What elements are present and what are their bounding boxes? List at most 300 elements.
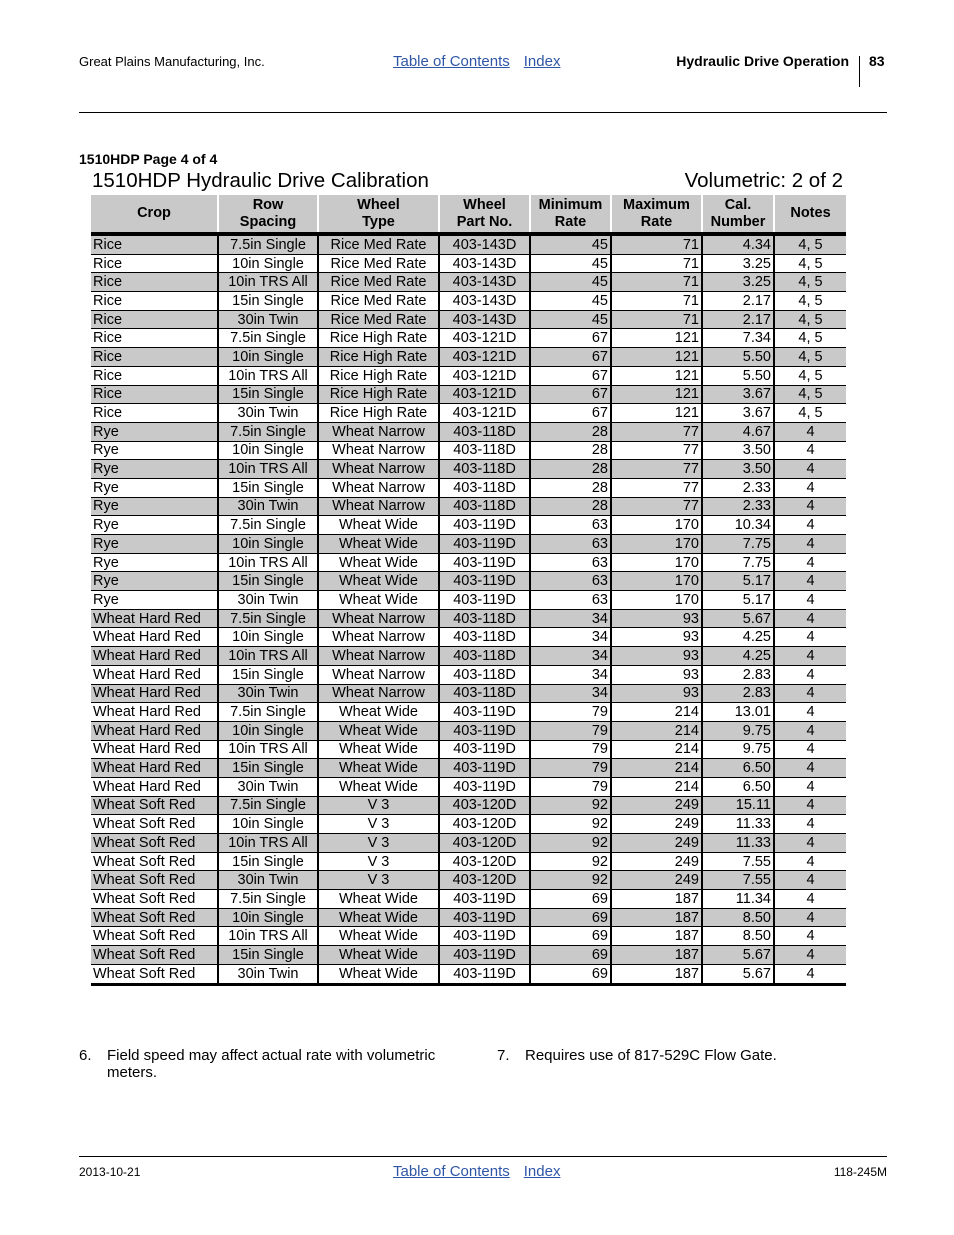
cell-wheel-part-no: 403-118D <box>439 665 530 684</box>
cell-maximum-rate: 170 <box>611 516 702 535</box>
cell-maximum-rate: 71 <box>611 292 702 311</box>
cell-crop: Wheat Soft Red <box>91 964 218 984</box>
cell-wheel-type: Wheat Narrow <box>318 628 439 647</box>
header-divider <box>859 56 860 87</box>
cell-row-spacing: 30in Twin <box>218 591 318 610</box>
cell-minimum-rate: 79 <box>530 777 611 796</box>
cell-maximum-rate: 93 <box>611 665 702 684</box>
table-row <box>91 665 846 684</box>
cell-cal-number: 13.01 <box>702 703 774 722</box>
cell-wheel-part-no: 403-118D <box>439 684 530 703</box>
table-row <box>91 609 846 628</box>
column-header-minimum-rate <box>530 195 611 234</box>
cell-crop: Wheat Soft Red <box>91 871 218 890</box>
table-row <box>91 422 846 441</box>
cell-cal-number: 5.17 <box>702 591 774 610</box>
cell-row-spacing: 10in TRS All <box>218 460 318 479</box>
cell-wheel-type: Rice High Rate <box>318 404 439 423</box>
cell-notes: 4 <box>774 852 846 871</box>
cell-wheel-part-no: 403-119D <box>439 964 530 984</box>
cell-wheel-part-no: 403-119D <box>439 908 530 927</box>
header-rule <box>79 112 887 113</box>
cell-minimum-rate: 34 <box>530 665 611 684</box>
cell-minimum-rate: 28 <box>530 441 611 460</box>
table-row <box>91 591 846 610</box>
cell-wheel-type: Rice High Rate <box>318 385 439 404</box>
cell-wheel-part-no: 403-119D <box>439 591 530 610</box>
cell-wheel-part-no: 403-120D <box>439 796 530 815</box>
cell-maximum-rate: 71 <box>611 273 702 292</box>
cell-minimum-rate: 92 <box>530 796 611 815</box>
cell-wheel-type: V 3 <box>318 852 439 871</box>
cell-cal-number: 9.75 <box>702 721 774 740</box>
table-row <box>91 535 846 554</box>
cell-cal-number: 3.67 <box>702 385 774 404</box>
cell-maximum-rate: 214 <box>611 703 702 722</box>
note-7 <box>497 1047 877 1067</box>
table-row <box>91 684 846 703</box>
cell-minimum-rate: 28 <box>530 478 611 497</box>
cell-notes: 4 <box>774 591 846 610</box>
table-row <box>91 777 846 796</box>
column-header-line: Spacing <box>239 213 297 230</box>
cell-wheel-type: Rice Med Rate <box>318 273 439 292</box>
cell-row-spacing: 7.5in Single <box>218 234 318 254</box>
table-row <box>91 721 846 740</box>
cell-crop: Wheat Soft Red <box>91 890 218 909</box>
cell-cal-number: 3.50 <box>702 441 774 460</box>
cell-minimum-rate: 92 <box>530 815 611 834</box>
cell-crop: Rye <box>91 516 218 535</box>
cell-crop: Rye <box>91 497 218 516</box>
cell-crop: Rice <box>91 292 218 311</box>
column-header-wheel-part-no <box>439 195 530 234</box>
cell-maximum-rate: 77 <box>611 441 702 460</box>
cell-row-spacing: 15in Single <box>218 478 318 497</box>
cell-wheel-part-no: 403-119D <box>439 777 530 796</box>
table-row <box>91 460 846 479</box>
column-header-cal-number <box>702 195 774 234</box>
cell-cal-number: 2.33 <box>702 497 774 516</box>
cell-notes: 4 <box>774 422 846 441</box>
cell-minimum-rate: 79 <box>530 721 611 740</box>
cell-notes: 4, 5 <box>774 273 846 292</box>
column-header-line: Minimum <box>538 196 603 213</box>
cell-wheel-part-no: 403-118D <box>439 497 530 516</box>
cell-cal-number: 2.17 <box>702 310 774 329</box>
cell-wheel-part-no: 403-120D <box>439 834 530 853</box>
page-subheading: 1510HDP Page 4 of 4 <box>79 151 218 167</box>
cell-row-spacing: 30in Twin <box>218 310 318 329</box>
cell-notes: 4 <box>774 964 846 984</box>
cell-wheel-type: V 3 <box>318 815 439 834</box>
cell-wheel-part-no: 403-119D <box>439 721 530 740</box>
cell-wheel-part-no: 403-119D <box>439 535 530 554</box>
table-row <box>91 759 846 778</box>
cell-maximum-rate: 249 <box>611 871 702 890</box>
table-header-row <box>91 195 846 234</box>
cell-wheel-type: Wheat Wide <box>318 553 439 572</box>
cell-wheel-part-no: 403-121D <box>439 329 530 348</box>
table-row <box>91 964 846 984</box>
table-row <box>91 273 846 292</box>
cell-maximum-rate: 77 <box>611 478 702 497</box>
document-number: 118-245M <box>833 1165 887 1179</box>
cell-maximum-rate: 170 <box>611 553 702 572</box>
cell-wheel-type: Wheat Wide <box>318 516 439 535</box>
cell-row-spacing: 30in Twin <box>218 777 318 796</box>
cell-cal-number: 4.25 <box>702 628 774 647</box>
cell-minimum-rate: 92 <box>530 852 611 871</box>
cell-row-spacing: 10in TRS All <box>218 834 318 853</box>
cell-wheel-type: Wheat Narrow <box>318 422 439 441</box>
cell-row-spacing: 10in TRS All <box>218 553 318 572</box>
cell-crop: Rye <box>91 441 218 460</box>
footer-date: 2013-10-21 <box>79 1165 141 1179</box>
cell-crop: Rice <box>91 254 218 273</box>
cell-maximum-rate: 249 <box>611 852 702 871</box>
cell-row-spacing: 10in Single <box>218 908 318 927</box>
cell-crop: Rye <box>91 535 218 554</box>
table-row <box>91 497 846 516</box>
cell-minimum-rate: 45 <box>530 310 611 329</box>
cell-cal-number: 7.75 <box>702 553 774 572</box>
table-row <box>91 927 846 946</box>
cell-crop: Wheat Soft Red <box>91 796 218 815</box>
cell-wheel-type: Wheat Wide <box>318 927 439 946</box>
column-header-line: Maximum <box>623 196 690 213</box>
cell-wheel-type: Wheat Wide <box>318 777 439 796</box>
cell-wheel-type: Wheat Wide <box>318 721 439 740</box>
cell-crop: Wheat Hard Red <box>91 665 218 684</box>
cell-maximum-rate: 71 <box>611 310 702 329</box>
cell-minimum-rate: 67 <box>530 404 611 423</box>
cell-crop: Rye <box>91 591 218 610</box>
cell-wheel-part-no: 403-143D <box>439 254 530 273</box>
cell-row-spacing: 30in Twin <box>218 497 318 516</box>
header-links <box>393 53 560 70</box>
cell-minimum-rate: 67 <box>530 348 611 367</box>
cell-cal-number: 3.50 <box>702 460 774 479</box>
cell-maximum-rate: 187 <box>611 927 702 946</box>
cell-notes: 4 <box>774 740 846 759</box>
table-row <box>91 815 846 834</box>
table-row <box>91 385 846 404</box>
cell-notes: 4 <box>774 834 846 853</box>
table-row <box>91 890 846 909</box>
column-header-crop <box>91 195 218 234</box>
cell-crop: Rye <box>91 422 218 441</box>
table-row <box>91 310 846 329</box>
column-header-line: Type <box>362 213 395 230</box>
cell-crop: Rice <box>91 310 218 329</box>
cell-minimum-rate: 79 <box>530 759 611 778</box>
note-number: 6. <box>79 1047 92 1064</box>
table-row <box>91 254 846 273</box>
cell-row-spacing: 7.5in Single <box>218 890 318 909</box>
table-row <box>91 703 846 722</box>
column-header-line: Part No. <box>456 213 513 230</box>
cell-notes: 4 <box>774 647 846 666</box>
cell-cal-number: 8.50 <box>702 908 774 927</box>
cell-maximum-rate: 77 <box>611 460 702 479</box>
cell-crop: Wheat Hard Red <box>91 647 218 666</box>
table-row <box>91 908 846 927</box>
cell-wheel-part-no: 403-118D <box>439 647 530 666</box>
cell-minimum-rate: 67 <box>530 366 611 385</box>
cell-wheel-type: Wheat Wide <box>318 591 439 610</box>
cell-crop: Rye <box>91 460 218 479</box>
cell-row-spacing: 15in Single <box>218 946 318 965</box>
cell-notes: 4 <box>774 572 846 591</box>
cell-minimum-rate: 28 <box>530 422 611 441</box>
cell-maximum-rate: 170 <box>611 591 702 610</box>
cell-maximum-rate: 187 <box>611 908 702 927</box>
index-link[interactable]: Index <box>523 1163 561 1180</box>
cell-wheel-part-no: 403-143D <box>439 292 530 311</box>
table-body <box>91 234 846 984</box>
cell-minimum-rate: 45 <box>530 273 611 292</box>
cell-wheel-type: V 3 <box>318 871 439 890</box>
column-header-line: Notes <box>790 205 831 221</box>
table-row <box>91 329 846 348</box>
footer-links <box>393 1163 560 1180</box>
cell-notes: 4, 5 <box>774 366 846 385</box>
cell-crop: Rice <box>91 348 218 367</box>
cell-wheel-part-no: 403-120D <box>439 871 530 890</box>
cell-minimum-rate: 92 <box>530 834 611 853</box>
cell-maximum-rate: 93 <box>611 684 702 703</box>
cell-notes: 4, 5 <box>774 292 846 311</box>
cell-wheel-type: Wheat Wide <box>318 946 439 965</box>
cell-wheel-part-no: 403-119D <box>439 890 530 909</box>
cell-crop: Wheat Hard Red <box>91 777 218 796</box>
cell-notes: 4 <box>774 908 846 927</box>
cell-wheel-type: Wheat Narrow <box>318 441 439 460</box>
note-text: Requires use of 817-529C Flow Gate. <box>525 1047 777 1064</box>
cell-wheel-type: Rice Med Rate <box>318 254 439 273</box>
cell-notes: 4 <box>774 759 846 778</box>
cell-crop: Rice <box>91 234 218 254</box>
table-row <box>91 516 846 535</box>
cell-maximum-rate: 170 <box>611 535 702 554</box>
table-row <box>91 572 846 591</box>
cell-crop: Rice <box>91 273 218 292</box>
cell-cal-number: 5.17 <box>702 572 774 591</box>
cell-row-spacing: 10in Single <box>218 535 318 554</box>
cell-wheel-part-no: 403-143D <box>439 310 530 329</box>
cell-maximum-rate: 214 <box>611 759 702 778</box>
cell-notes: 4 <box>774 497 846 516</box>
cell-notes: 4 <box>774 684 846 703</box>
cell-wheel-type: Rice Med Rate <box>318 310 439 329</box>
cell-crop: Rice <box>91 404 218 423</box>
cell-crop: Rice <box>91 366 218 385</box>
cell-maximum-rate: 214 <box>611 721 702 740</box>
cell-cal-number: 5.67 <box>702 609 774 628</box>
cell-crop: Wheat Hard Red <box>91 759 218 778</box>
cell-wheel-part-no: 403-120D <box>439 852 530 871</box>
table-row <box>91 946 846 965</box>
cell-cal-number: 7.55 <box>702 852 774 871</box>
cell-wheel-type: Wheat Wide <box>318 703 439 722</box>
cell-notes: 4 <box>774 441 846 460</box>
cell-row-spacing: 15in Single <box>218 385 318 404</box>
cell-crop: Wheat Hard Red <box>91 628 218 647</box>
cell-minimum-rate: 69 <box>530 890 611 909</box>
toc-link[interactable]: Table of Contents <box>393 53 510 70</box>
cell-minimum-rate: 69 <box>530 964 611 984</box>
cell-cal-number: 7.55 <box>702 871 774 890</box>
cell-cal-number: 5.50 <box>702 348 774 367</box>
cell-row-spacing: 10in Single <box>218 628 318 647</box>
cell-crop: Rye <box>91 553 218 572</box>
cell-maximum-rate: 170 <box>611 572 702 591</box>
cell-wheel-type: Wheat Wide <box>318 964 439 984</box>
cell-notes: 4 <box>774 665 846 684</box>
cell-crop: Wheat Soft Red <box>91 946 218 965</box>
table-volumetric-label: Volumetric: 2 of 2 <box>684 169 843 192</box>
cell-minimum-rate: 34 <box>530 684 611 703</box>
cell-wheel-type: Wheat Wide <box>318 535 439 554</box>
column-header-line: Row <box>252 196 284 213</box>
cell-notes: 4 <box>774 927 846 946</box>
cell-crop: Wheat Soft Red <box>91 815 218 834</box>
table-row <box>91 871 846 890</box>
footer-rule <box>79 1156 887 1157</box>
cell-maximum-rate: 214 <box>611 777 702 796</box>
toc-link[interactable]: Table of Contents <box>393 1163 510 1180</box>
cell-minimum-rate: 28 <box>530 460 611 479</box>
table-row <box>91 441 846 460</box>
cell-wheel-type: Rice High Rate <box>318 366 439 385</box>
cell-row-spacing: 15in Single <box>218 572 318 591</box>
cell-minimum-rate: 69 <box>530 927 611 946</box>
cell-cal-number: 6.50 <box>702 759 774 778</box>
cell-maximum-rate: 71 <box>611 234 702 254</box>
cell-notes: 4 <box>774 535 846 554</box>
cell-crop: Wheat Hard Red <box>91 703 218 722</box>
cell-wheel-type: Wheat Narrow <box>318 460 439 479</box>
cell-cal-number: 5.67 <box>702 946 774 965</box>
cell-notes: 4 <box>774 478 846 497</box>
cell-maximum-rate: 187 <box>611 946 702 965</box>
cell-minimum-rate: 34 <box>530 609 611 628</box>
cell-minimum-rate: 34 <box>530 628 611 647</box>
table-row <box>91 647 846 666</box>
cell-maximum-rate: 249 <box>611 815 702 834</box>
cell-cal-number: 8.50 <box>702 927 774 946</box>
cell-cal-number: 3.25 <box>702 254 774 273</box>
cell-wheel-part-no: 403-118D <box>439 422 530 441</box>
cell-notes: 4, 5 <box>774 348 846 367</box>
cell-crop: Rye <box>91 478 218 497</box>
index-link[interactable]: Index <box>523 53 561 70</box>
cell-cal-number: 6.50 <box>702 777 774 796</box>
cell-minimum-rate: 63 <box>530 516 611 535</box>
column-header-line: Rate <box>640 213 673 230</box>
cell-notes: 4 <box>774 777 846 796</box>
note-number: 7. <box>497 1047 510 1064</box>
cell-wheel-part-no: 403-119D <box>439 740 530 759</box>
cell-maximum-rate: 187 <box>611 890 702 909</box>
cell-crop: Wheat Soft Red <box>91 852 218 871</box>
cell-maximum-rate: 187 <box>611 964 702 984</box>
cell-wheel-type: Wheat Narrow <box>318 497 439 516</box>
column-header-line: Crop <box>137 205 171 221</box>
column-header-line: Number <box>710 213 766 230</box>
cell-maximum-rate: 121 <box>611 366 702 385</box>
cell-cal-number: 5.67 <box>702 964 774 984</box>
column-header-notes <box>774 195 846 234</box>
cell-minimum-rate: 79 <box>530 740 611 759</box>
cell-wheel-part-no: 403-121D <box>439 348 530 367</box>
cell-row-spacing: 7.5in Single <box>218 703 318 722</box>
cell-notes: 4 <box>774 871 846 890</box>
cell-notes: 4, 5 <box>774 329 846 348</box>
cell-notes: 4 <box>774 628 846 647</box>
cell-cal-number: 5.50 <box>702 366 774 385</box>
cell-wheel-part-no: 403-118D <box>439 628 530 647</box>
cell-row-spacing: 7.5in Single <box>218 516 318 535</box>
company-name: Great Plains Manufacturing, Inc. <box>79 54 265 69</box>
table-row <box>91 292 846 311</box>
column-header-line: Cal. <box>724 196 752 213</box>
cell-maximum-rate: 121 <box>611 329 702 348</box>
cell-row-spacing: 10in Single <box>218 441 318 460</box>
cell-notes: 4, 5 <box>774 234 846 254</box>
cell-notes: 4 <box>774 796 846 815</box>
cell-row-spacing: 30in Twin <box>218 404 318 423</box>
column-header-maximum-rate <box>611 195 702 234</box>
cell-crop: Wheat Hard Red <box>91 721 218 740</box>
cell-cal-number: 2.83 <box>702 684 774 703</box>
cell-wheel-type: Wheat Narrow <box>318 478 439 497</box>
cell-wheel-type: Rice High Rate <box>318 329 439 348</box>
cell-cal-number: 11.33 <box>702 834 774 853</box>
cell-notes: 4 <box>774 609 846 628</box>
cell-maximum-rate: 93 <box>611 609 702 628</box>
cell-cal-number: 11.34 <box>702 890 774 909</box>
cell-row-spacing: 10in TRS All <box>218 740 318 759</box>
cell-wheel-type: Wheat Wide <box>318 908 439 927</box>
cell-minimum-rate: 28 <box>530 497 611 516</box>
cell-crop: Wheat Soft Red <box>91 908 218 927</box>
cell-wheel-type: V 3 <box>318 796 439 815</box>
cell-maximum-rate: 77 <box>611 422 702 441</box>
column-header-wheel-type <box>318 195 439 234</box>
table-row <box>91 234 846 254</box>
cell-wheel-part-no: 403-120D <box>439 815 530 834</box>
cell-wheel-part-no: 403-118D <box>439 441 530 460</box>
cell-row-spacing: 10in TRS All <box>218 273 318 292</box>
cell-cal-number: 9.75 <box>702 740 774 759</box>
cell-minimum-rate: 63 <box>530 591 611 610</box>
cell-minimum-rate: 45 <box>530 292 611 311</box>
cell-wheel-part-no: 403-121D <box>439 366 530 385</box>
cell-crop: Wheat Hard Red <box>91 609 218 628</box>
cell-cal-number: 7.75 <box>702 535 774 554</box>
table-row <box>91 553 846 572</box>
cell-row-spacing: 7.5in Single <box>218 609 318 628</box>
cell-wheel-type: Rice Med Rate <box>318 292 439 311</box>
calibration-table <box>91 195 846 986</box>
cell-row-spacing: 10in TRS All <box>218 927 318 946</box>
cell-wheel-type: Wheat Narrow <box>318 684 439 703</box>
cell-notes: 4 <box>774 721 846 740</box>
column-header-line: Rate <box>554 213 587 230</box>
cell-notes: 4, 5 <box>774 310 846 329</box>
